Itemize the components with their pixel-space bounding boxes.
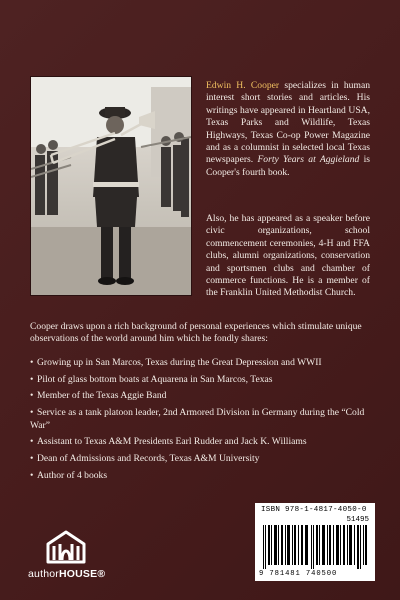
author-name: Edwin H. Cooper	[206, 80, 280, 91]
author-bio-text: specializes in human interest short stories and articles. His writings have appeared in Heartland USA, Texas Parks and Wildlife, Texas Highways, Texas Co-op Power Magazine and as a columnist in selected local Texas newspapers.	[206, 80, 370, 166]
bullet-icon: •	[30, 357, 34, 368]
list-item: • Growing up in San Marcos, Texas during the Great Depression and WWII	[30, 357, 322, 368]
bullet-icon: •	[30, 436, 34, 448]
list-item: • Pilot of glass bottom boats at Aquarena in San Marcos, Texas	[30, 373, 273, 385]
list-item: • Author of 4 books	[30, 469, 108, 481]
author-bio	[206, 80, 370, 179]
isbn-barcode	[255, 503, 375, 581]
list-item: • Member of the Texas Aggie Band	[30, 390, 167, 402]
author-bio-tail: is Cooper's fourth book.	[206, 154, 370, 178]
speaker-paragraph: Also, he has appeared as a speaker before civic organizations, school commencement ceremonies, 4-H and FFA clubs, alumni organizations, conservation and sportsmen clubs and chamber of commerce functions. He is a member of the Franklin United Methodist Church.	[206, 213, 370, 299]
list-item: • Assistant to Texas A&M Presidents Earl Rudder and Jack K. Williams	[30, 436, 307, 448]
bullet-icon: •	[30, 373, 34, 385]
publisher-name: authorHOUSE®	[28, 568, 106, 580]
experience-list	[30, 357, 372, 486]
author-photo	[30, 76, 192, 296]
book-title: Forty Years at Aggieland	[257, 154, 360, 166]
list-item: • Dean of Admissions and Records, Texas A&M University	[30, 452, 260, 464]
list-item: • Service as a tank platoon leader, 2nd Armored Division in Germany during the “Cold War”	[30, 407, 365, 431]
barcode-bars	[261, 525, 369, 569]
bullet-icon: •	[30, 390, 34, 402]
experiences-intro: Cooper draws upon a rich background of personal experiences which stimulate unique observations of the world around him which he fondly shares:	[30, 321, 362, 345]
publisher-logo	[28, 530, 108, 580]
price-code: 51495	[346, 516, 369, 524]
barcode-digits: 9 781481 740500	[259, 570, 338, 578]
bullet-icon: •	[30, 407, 34, 419]
bullet-icon: •	[30, 469, 34, 481]
isbn-label: ISBN 978-1-4817-4050-0	[261, 506, 367, 514]
book-house-icon	[46, 530, 86, 564]
bullet-icon: •	[30, 452, 34, 464]
